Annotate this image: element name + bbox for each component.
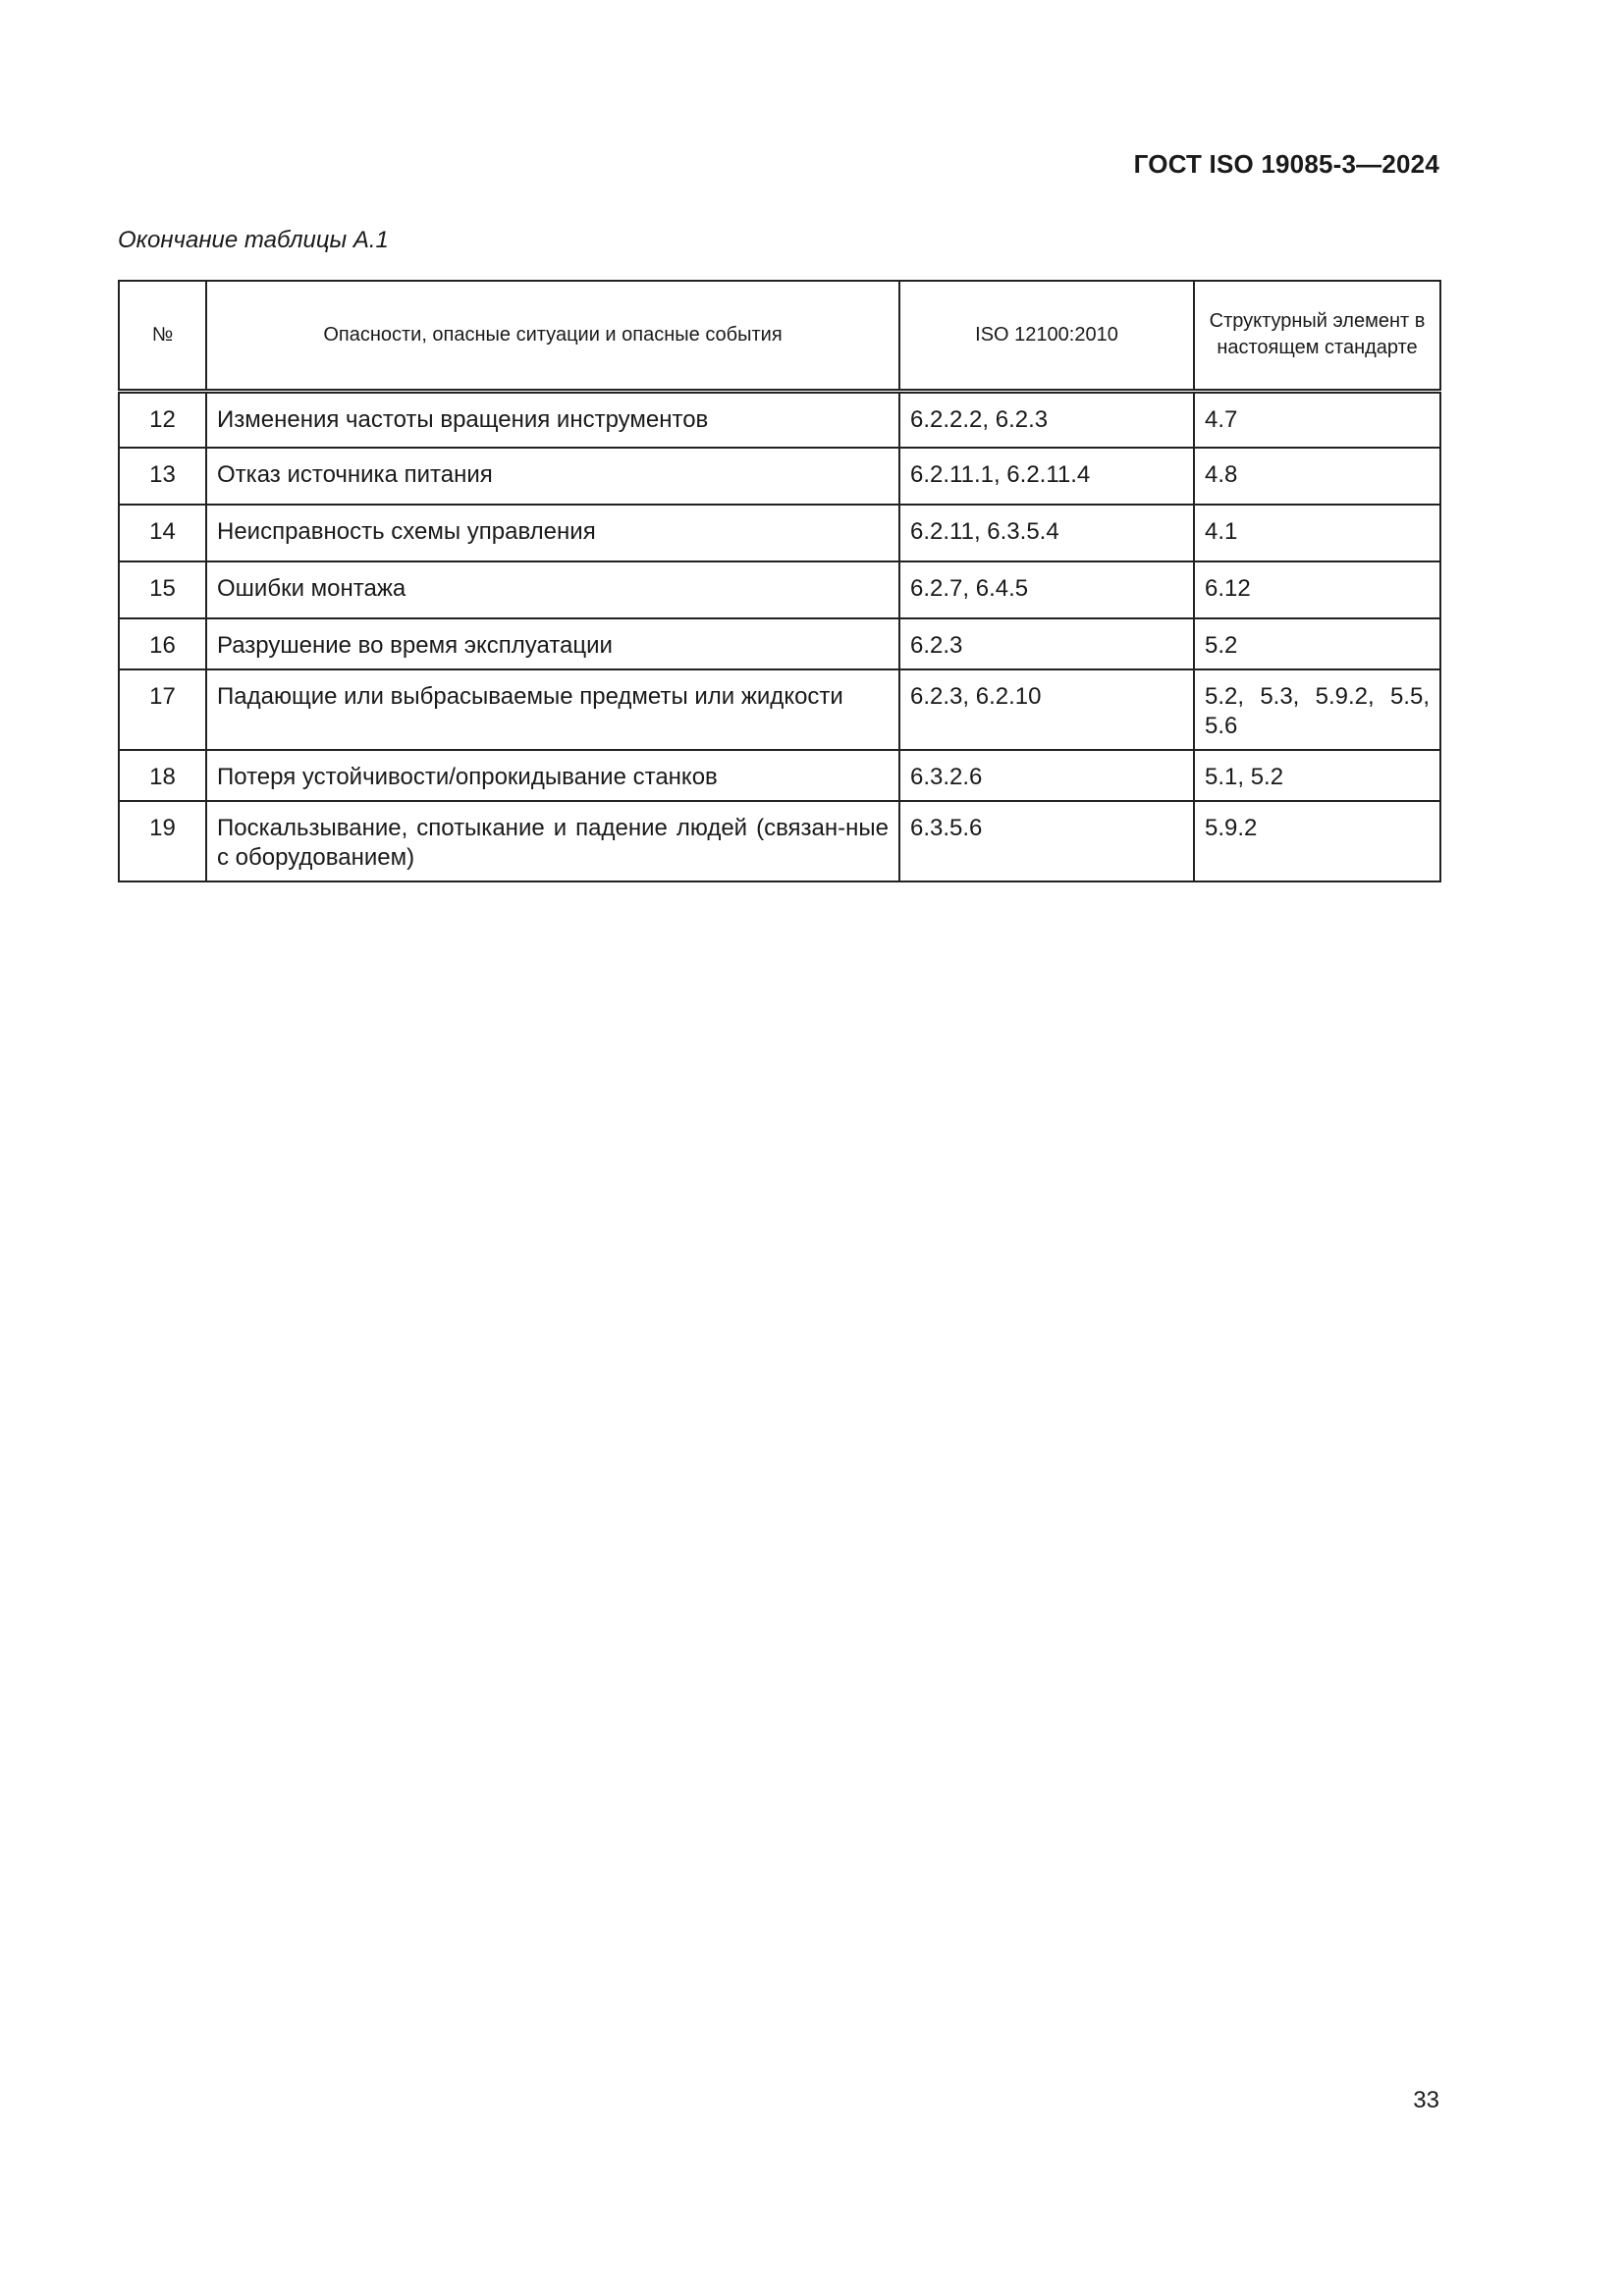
- table-row: [119, 669, 1440, 750]
- row-hazard: Разрушение во время эксплуатации: [206, 618, 899, 669]
- row-number: 16: [119, 618, 206, 669]
- row-element: 5.9.2: [1194, 801, 1440, 881]
- column-header-hazards: Опасности, опасные ситуации и опасные события: [206, 281, 899, 391]
- page-number: 33: [1413, 2087, 1439, 2113]
- row-number: 17: [119, 669, 206, 750]
- row-element: 5.2: [1194, 618, 1440, 669]
- column-header-element: Структурный элемент в настоящем стандарте: [1194, 281, 1440, 391]
- row-hazard: Потеря устойчивости/опрокидывание станков: [206, 750, 899, 801]
- table-row: [119, 618, 1440, 669]
- table-header-row: [119, 281, 1440, 391]
- row-iso-clause: 6.2.11.1, 6.2.11.4: [899, 448, 1194, 505]
- row-iso-clause: 6.2.11, 6.3.5.4: [899, 505, 1194, 561]
- document-id-header: ГОСТ ISO 19085-3—2024: [1133, 149, 1439, 179]
- row-element: 4.8: [1194, 448, 1440, 505]
- table-row: [119, 448, 1440, 505]
- column-header-iso: ISO 12100:2010: [899, 281, 1194, 391]
- row-iso-clause: 6.3.5.6: [899, 801, 1194, 881]
- hazards-table: [118, 280, 1441, 882]
- row-element: 5.2, 5.3, 5.9.2, 5.5, 5.6: [1194, 669, 1440, 750]
- row-number: 13: [119, 448, 206, 505]
- row-number: 19: [119, 801, 206, 881]
- row-element: 4.1: [1194, 505, 1440, 561]
- table-row: [119, 750, 1440, 801]
- row-element: 6.12: [1194, 561, 1440, 618]
- row-number: 18: [119, 750, 206, 801]
- row-iso-clause: 6.2.2.2, 6.2.3: [899, 391, 1194, 448]
- row-hazard: Поскальзывание, спотыкание и падение людей (связан-ные с оборудованием): [206, 801, 899, 881]
- column-header-number: №: [119, 281, 206, 391]
- row-hazard: Падающие или выбрасываемые предметы или жидкости: [206, 669, 899, 750]
- table-row: [119, 801, 1440, 881]
- table-caption: Окончание таблицы А.1: [118, 227, 389, 253]
- table-row: [119, 391, 1440, 448]
- row-element: 5.1, 5.2: [1194, 750, 1440, 801]
- row-iso-clause: 6.2.7, 6.4.5: [899, 561, 1194, 618]
- row-hazard: Изменения частоты вращения инструментов: [206, 391, 899, 448]
- row-element: 4.7: [1194, 391, 1440, 448]
- row-number: 15: [119, 561, 206, 618]
- row-hazard: Ошибки монтажа: [206, 561, 899, 618]
- row-number: 12: [119, 391, 206, 448]
- table-row: [119, 561, 1440, 618]
- table-row: [119, 505, 1440, 561]
- row-iso-clause: 6.3.2.6: [899, 750, 1194, 801]
- row-number: 14: [119, 505, 206, 561]
- row-iso-clause: 6.2.3, 6.2.10: [899, 669, 1194, 750]
- row-hazard: Отказ источника питания: [206, 448, 899, 505]
- row-hazard: Неисправность схемы управления: [206, 505, 899, 561]
- row-iso-clause: 6.2.3: [899, 618, 1194, 669]
